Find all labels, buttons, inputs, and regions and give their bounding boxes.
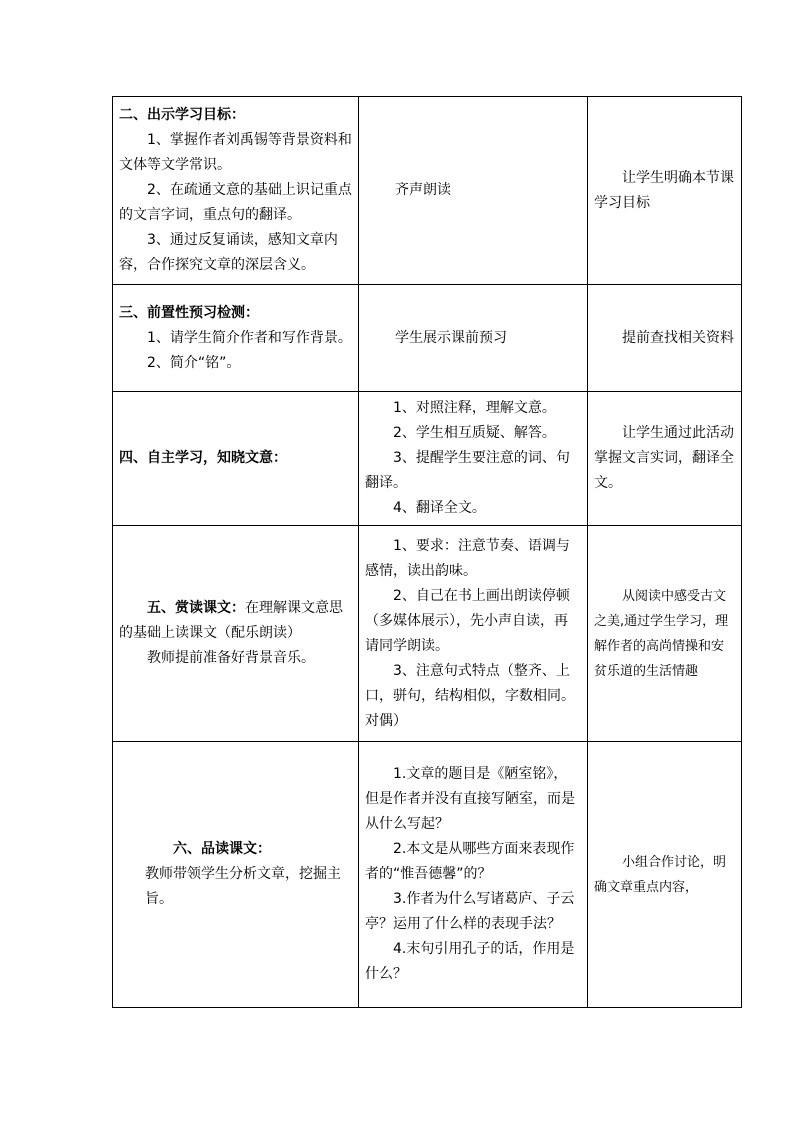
step-cell [113,97,359,285]
student-activity-cell [359,285,588,392]
activity-item: 3、提醒学生要注意的词、句翻译。 [365,450,570,491]
table-row [113,285,742,392]
step-cell [113,285,359,392]
purpose-text: 让学生通过此活动掌握文言实词，翻译全文。 [594,425,734,491]
preview-item: 2、简介“铭”。 [147,354,241,371]
preview-item: 1、请学生简介作者和写作背景。 [147,329,352,346]
activity-item: 3、注意句式特点（整齐、上口，骈句，结构相似，字数相同。对偶） [365,662,575,729]
question-item: 4.末句引用孔子的话，作用是什么？ [365,941,575,982]
step-title: 六、品读课文： [173,841,271,857]
activity-text: 齐声朗读 [395,182,451,198]
purpose-text: 小组合作讨论，明确文章重点内容， [594,854,727,895]
step-cell [113,526,359,742]
activity-item: 1、要求：注意节奏、语调与感情，读出韵味。 [365,537,570,579]
activity-item: 4、翻译全文。 [393,500,486,516]
step-cell [113,742,359,1008]
student-activity-cell [359,392,588,526]
purpose-cell [588,97,742,285]
question-item: 2.本文是从哪些方面来表现作者的“惟吾德馨”的？ [365,841,575,882]
table-row [113,97,742,285]
step-title: 四、自主学习，知晓文意： [119,450,287,466]
activity-item: 2、学生相互质疑、解答。 [393,425,556,441]
teacher-note: 教师提前准备好背景音乐。 [147,650,315,666]
purpose-text: 让学生明确本节课学习目标 [594,169,734,211]
teacher-note: 教师带领学生分析文章，挖掘主旨。 [145,866,341,907]
step-title: 三、前置性预习检测： [119,304,259,321]
student-activity-cell [359,526,588,742]
student-activity-cell [359,97,588,285]
objective-item: 1、掌握作者刘禹锡等背景资料和文体等文学常识。 [119,132,352,173]
question-item: 1.文章的题目是《陋室铭》，但是作者并没有直接写陋室，而是从什么写起？ [365,766,575,832]
table-row [113,526,742,742]
table-row [113,392,742,526]
activity-text: 学生展示课前预习 [395,329,507,346]
step-description: 在理解课文意思的基础上读课文（配乐朗读） [119,600,343,641]
purpose-cell [588,742,742,1008]
activity-item: 1、对照注释，理解文意。 [393,400,556,416]
objective-item: 3、通过反复诵读，感知文章内容，合作探究文章的深层含义。 [119,232,338,273]
table-row [113,742,742,1008]
lesson-plan-table [112,96,742,1008]
activity-item: 2、自己在书上画出朗读停顿（多媒体展示），先小声自读，再请同学朗读。 [365,587,570,654]
question-item: 3.作者为什么写诸葛庐、子云亭？运用了什么样的表现手法？ [365,891,575,932]
purpose-cell [588,526,742,742]
step-cell [113,392,359,526]
purpose-text: 从阅读中感受古文之美,通过学生学习，理解作者的高尚情操和安贫乐道的生活情趣 [594,588,729,679]
student-activity-cell [359,742,588,1008]
step-title: 五、赏读课文： [147,600,245,616]
purpose-cell [588,392,742,526]
objective-item: 2、在疏通文意的基础上识记重点的文言字词，重点句的翻译。 [119,182,352,223]
purpose-cell [588,285,742,392]
step-title: 二、出示学习目标： [119,107,245,123]
purpose-text: 提前查找相关资料 [622,329,734,346]
